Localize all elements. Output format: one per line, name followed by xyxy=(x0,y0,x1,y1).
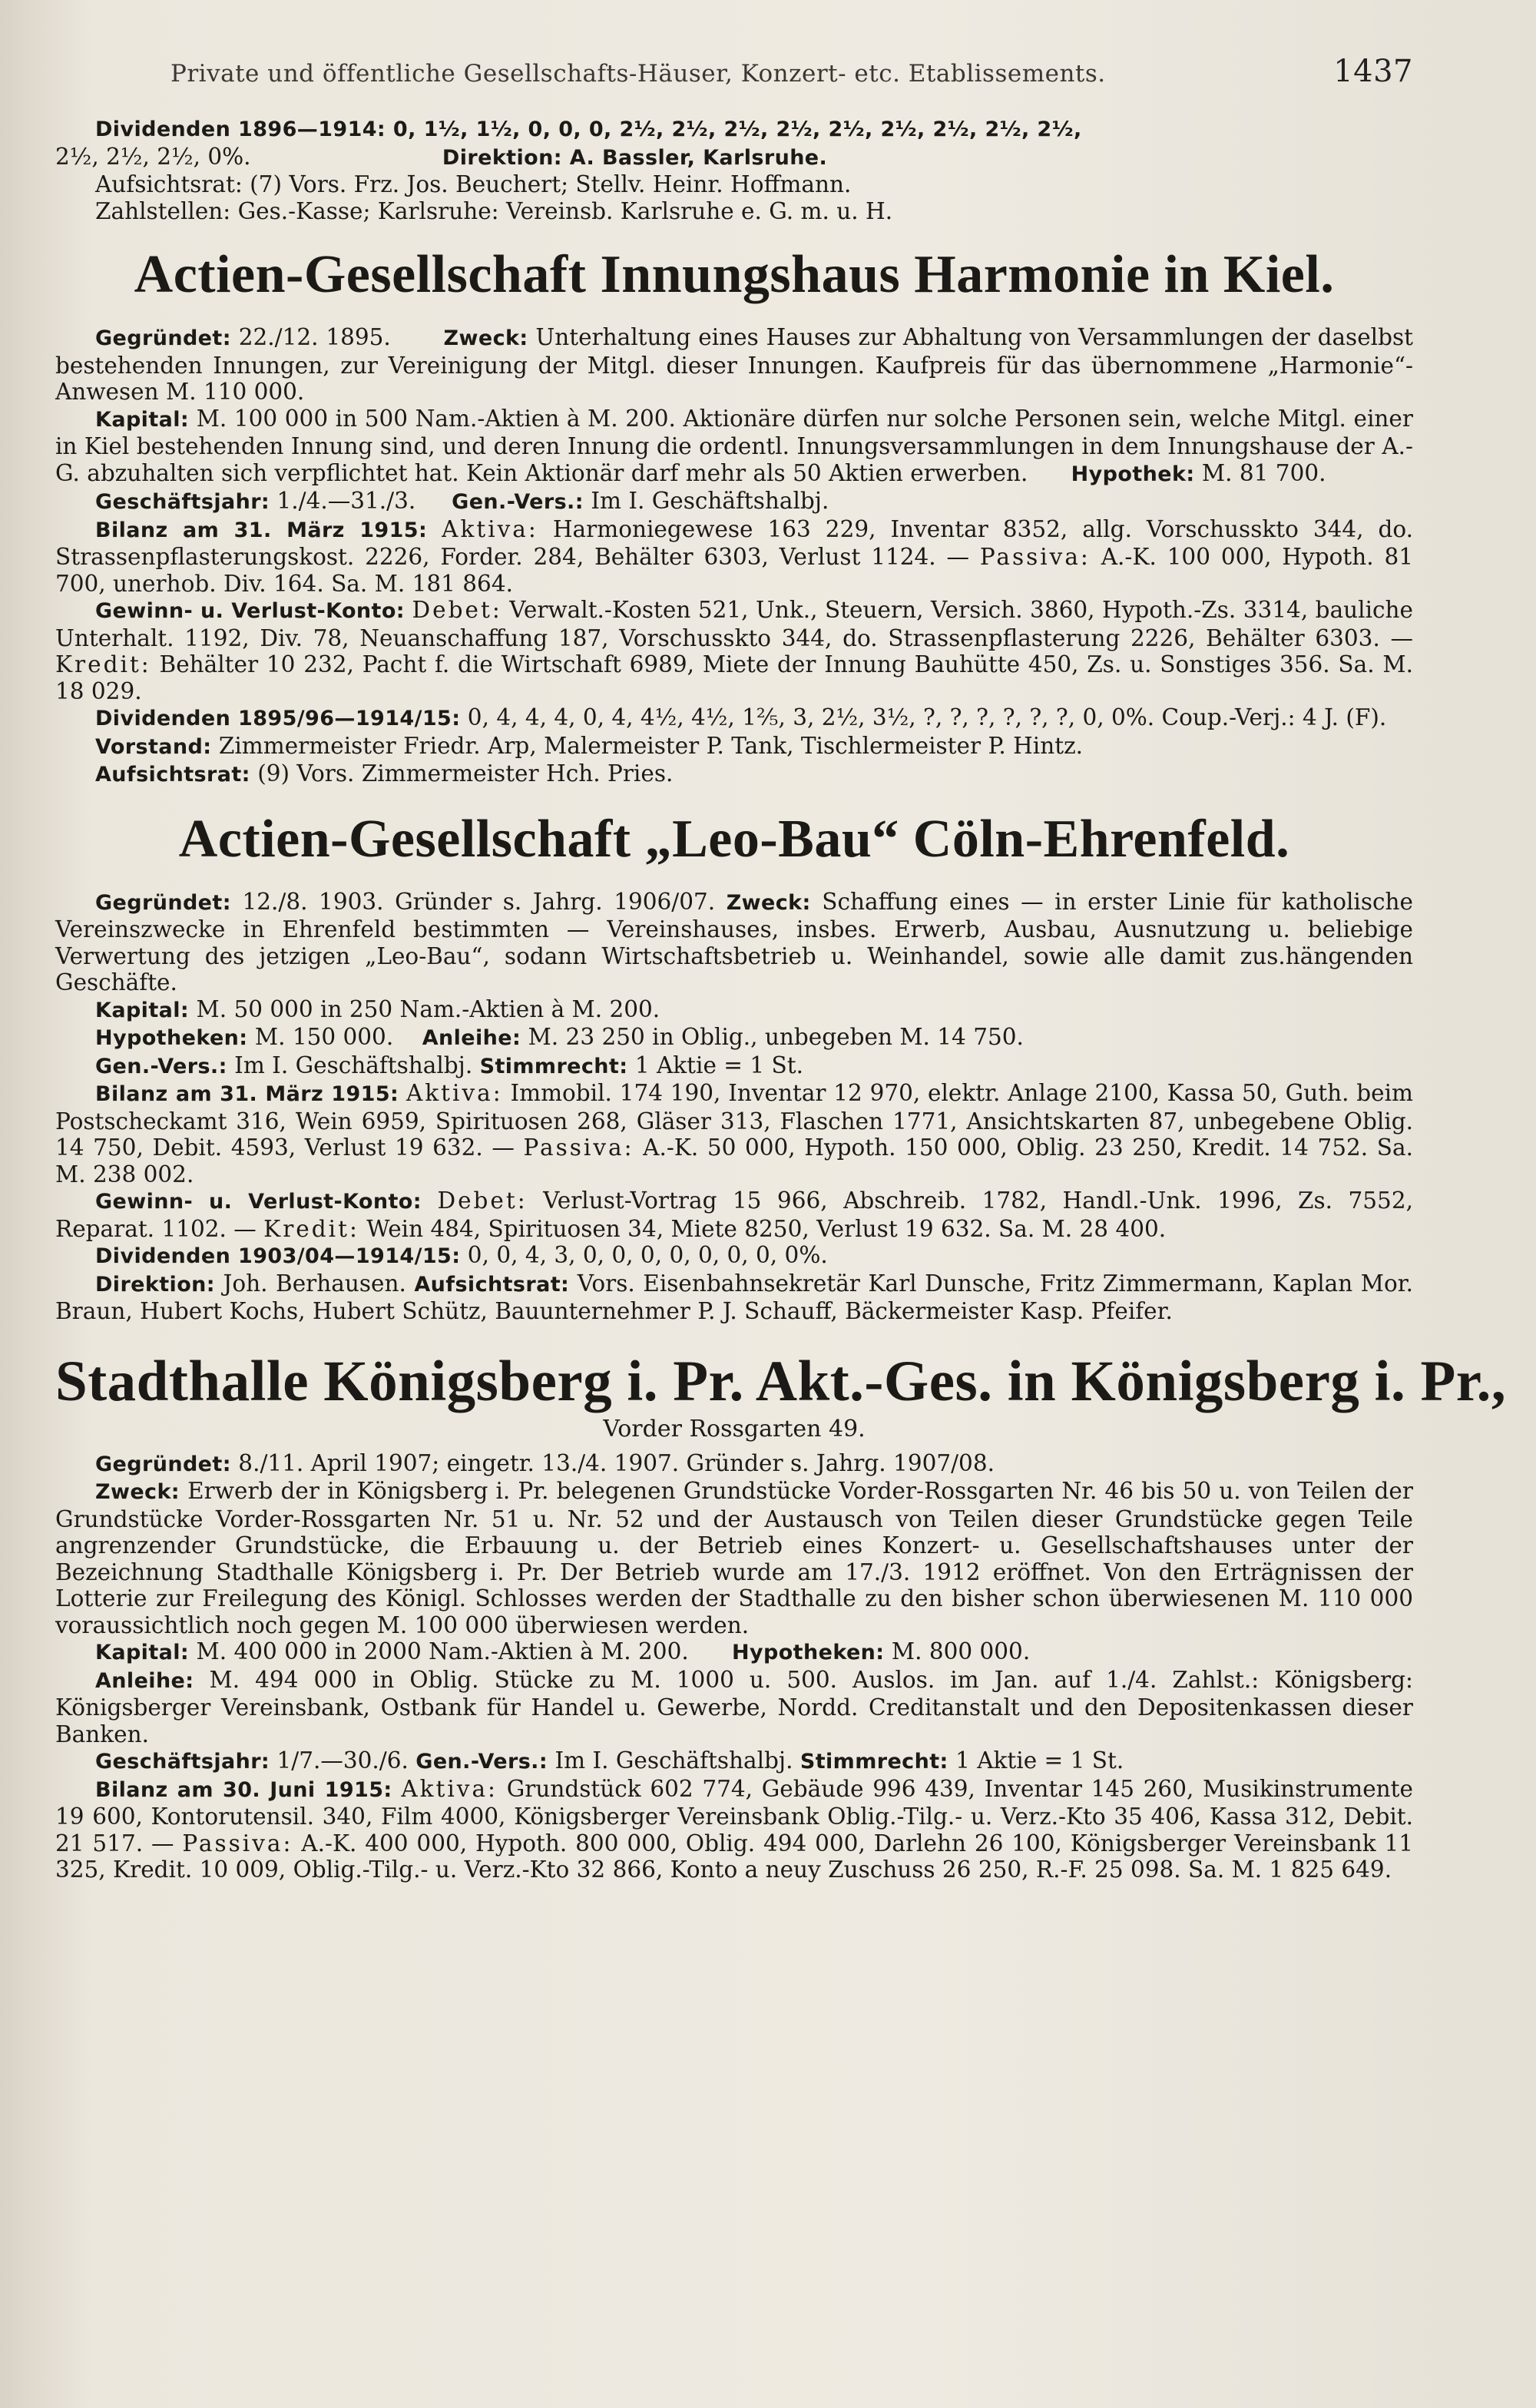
leo-aktiva: Immobil. 174 190, Inventar 12 970, elektr. Anlage 2100, Kassa 50, Guth. beim Postscheckamt 316, Wein 6959, Spirituosen 268, Gläser 313, Flaschen 1771, Ansichtskarten 87, unbegebene Oblig. 14 750, Debit. 4593, Verlust 19 632. — xyxy=(55,1080,1413,1161)
sh-bilanz-label: Bilanz am 30. Juni 1915: xyxy=(95,1777,392,1802)
leo-kredit: Wein 484, Spirituosen 34, Miete 8250, Verlust 19 632. Sa. M. 28 400. xyxy=(366,1215,1167,1242)
leo-debet-label: Debet: xyxy=(437,1187,528,1214)
leo-direktion-label: Direktion: xyxy=(95,1272,215,1297)
sh-kapital: M. 400 000 in 2000 Nam.-Aktien à M. 200. xyxy=(196,1638,689,1664)
sh-kapital-label: Kapital: xyxy=(95,1641,190,1664)
kiel-guv-label: Gewinn- u. Verlust-Konto: xyxy=(95,599,406,623)
leo-passiva: A.-K. 50 000, Hypoth. 150 000, Oblig. 23 250, Kredit. 14 752. Sa. M. 238 002. xyxy=(55,1134,1413,1187)
sh-anleihe-label: Anleihe: xyxy=(95,1668,194,1693)
leo-kapital: M. 50 000 in 250 Nam.-Aktien à M. 200. xyxy=(196,995,660,1022)
prev-dividends: Dividenden 1896—1914: 0, 1½, 1½, 0, 0, 0, 2½, 2½, 2½, 2½, 2½, 2½, 2½, 2½, 2½, xyxy=(95,118,1082,141)
kiel-ar-label: Aufsichtsrat: xyxy=(95,763,250,787)
leo-guv-label: Gewinn- u. Verlust-Konto: xyxy=(95,1190,422,1214)
sh-hyp-label: Hypotheken: xyxy=(732,1641,885,1664)
kiel-aktiva: Harmoniegewese 163 229, Inventar 8352, allg. Vorschusskto 344, do. Strassenpflasterungskost. 2226, Forder. 284, Behälter 6303, Verlust 1124. — xyxy=(55,515,1413,570)
kiel-ar: (9) Vors. Zimmermeister Hch. Pries. xyxy=(257,760,674,787)
kiel-debet-label: Debet: xyxy=(412,597,502,623)
kiel-entry xyxy=(55,324,1413,789)
leo-bilanz-label: Bilanz am 31. März 1915: xyxy=(95,1082,399,1106)
sh-gj: 1/7.—30./6. xyxy=(276,1747,409,1774)
leo-div-label: Dividenden 1903/04—1914/15: xyxy=(95,1244,461,1268)
previous-entry xyxy=(55,115,1413,224)
kiel-gj: 1./4.—31./3. xyxy=(276,488,416,514)
kiel-bilanz-label: Bilanz am 31. März 1915: xyxy=(95,518,428,542)
kiel-hypothek: M. 81 700. xyxy=(1201,459,1326,486)
sh-gv-label: Gen.-Vers.: xyxy=(415,1750,548,1774)
leo-gegruendet-label: Gegründet: xyxy=(95,890,231,915)
kiel-passiva: A.-K. 100 000, Hypoth. 81 700, unerhob. Div. 164. Sa. M. 181 864. xyxy=(55,544,1413,597)
sh-passiva: A.-K. 400 000, Hypoth. 800 000, Oblig. 494 000, Darlehn 26 100, Königsberger Vereinsbank 11 325, Kredit. 10 009, Oblig.-Tilg.- u. Verz.-Kto 32 866, Konto a neuy Zuschuss 26 250, R.-F. 25 098. Sa. M. 1 825 649. xyxy=(55,1830,1413,1883)
kiel-gv-label: Gen.-Vers.: xyxy=(452,490,584,514)
leo-kredit-label: Kredit: xyxy=(263,1215,359,1242)
kiel-debet: Verwalt.-Kosten 521, Unk., Steuern, Versich. 3860, Hypoth.-Zs. 3314, bauliche Unterhalt. 1192, Div. 78, Neuanschaffung 187, Vorschusskto 344, do. Strassenpflasterung 2226, Behälter 6303. — xyxy=(55,597,1413,651)
kiel-vorstand: Zimmermeister Friedr. Arp, Malermeister P. Tank, Tischlermeister P. Hintz. xyxy=(218,732,1084,759)
kiel-div-label: Dividenden 1895/96—1914/15: xyxy=(95,707,461,730)
sh-zweck: Erwerb der in Königsberg i. Pr. belegenen Grundstücke Vorder-Rossgarten Nr. 46 bis 50 u. von Teilen der Grundstücke Vorder-Rossgarten Nr. 51 u. Nr. 52 und der Austausch von Teilen dieser Grundstücke gegen Teile angrenzender Grundstücke, die Erbauung u. der Betrieb eines Konzert- u. Gesellschaftshauses unter der Bezeichnung Stadthalle Königsberg i. Pr. Der Betrieb wurde am 17./3. 1912 eröffnet. Von den Erträgnissen der Lotterie zur Freilegung des Königl. Schlosses werden der Stadthalle zu den bisher schon überwiesenen M. 110 000 voraussichtlich noch gegen M. 100 000 überwiesen werden. xyxy=(55,1478,1413,1638)
kiel-vorstand-label: Vorstand: xyxy=(95,734,212,759)
leo-zweck: Schaffung eines — in erster Linie für katholische Vereinszwecke in Ehrenfeld bestimmten — Vereinshauses, insbes. Erwerb, Ausbau, Ausnutzung u. beliebige Verwertung des jetzigen „Leo-Bau“, sodann Wirtschaftsbetrieb u. Weinhandel, sowie alle damit zus.hängenden Geschäfte. xyxy=(55,888,1413,995)
leo-gv: Im I. Geschäftshalbj. xyxy=(234,1052,473,1078)
leo-gegruendet: 12./8. 1903. Gründer s. Jahrg. 1906/07. xyxy=(242,888,716,915)
kiel-kredit-label: Kredit: xyxy=(55,651,151,677)
kiel-aktiva-label: Aktiva: xyxy=(442,515,538,542)
running-title: Private und öffentliche Gesellschafts-Häuser, Konzert- etc. Etablissements. xyxy=(170,60,1106,88)
sh-passiva-label: Passiva: xyxy=(182,1830,293,1857)
sh-gj-label: Geschäftsjahr: xyxy=(95,1750,270,1774)
sh-gegruendet-label: Gegründet: xyxy=(95,1452,231,1476)
prev-dividends-cont: 2½, 2½, 2½, 0%. xyxy=(55,143,251,170)
leo-stimm-label: Stimmrecht: xyxy=(479,1054,628,1078)
leo-zweck-label: Zweck: xyxy=(726,890,811,915)
kiel-gegruendet-label: Gegründet: xyxy=(95,326,231,350)
leo-passiva-label: Passiva: xyxy=(523,1134,634,1161)
leo-aktiva-label: Aktiva: xyxy=(406,1080,503,1106)
kiel-zweck: Unterhaltung eines Hauses zur Abhaltung von Versammlungen der daselbst bestehenden Innungen, zur Vereinigung der Mitgl. dieser Innungen. Kaufpreis für das übernommene „Harmonie“-Anwesen M. 110 000. xyxy=(55,324,1413,405)
kiel-kapital: M. 100 000 in 500 Nam.-Aktien à M. 200. Aktionäre dürfen nur solche Personen sein, welche Mitgl. einer in Kiel bestehenden Innung sind, und deren Innung die ordentl. Innungsversammlungen in dem Innungshause der A.-G. abzuhalten sich verpflichtet hat. Kein Aktionär darf mehr als 50 Aktien erwerben. xyxy=(55,405,1413,486)
stadthalle-title: Stadthalle Königsberg i. Pr. Akt.-Ges. in Königsberg i. Pr., xyxy=(55,1349,1507,1413)
prev-direktion: Direktion: A. Bassler, Karlsruhe. xyxy=(442,145,828,170)
leo-debet: Verlust-Vortrag 15 966, Abschreib. 1782, Handl.-Unk. 1996, Zs. 7552, Reparat. 1102. — xyxy=(55,1187,1413,1242)
leo-title: Actien-Gesellschaft „Leo-Bau“ Cöln-Ehrenfeld. xyxy=(178,809,1290,869)
leo-hyp: M. 150 000. xyxy=(254,1024,394,1050)
leo-stimm: 1 Aktie = 1 St. xyxy=(634,1052,803,1078)
sh-aktiva-label: Aktiva: xyxy=(401,1775,498,1802)
prev-zahlstellen: Zahlstellen: Ges.-Kasse; Karlsruhe: Vereinsb. Karlsruhe e. G. m. u. H. xyxy=(95,197,893,224)
sh-anleihe: M. 494 000 in Oblig. Stücke zu M. 1000 u. 500. Auslos. im Jan. auf 1./4. Zahlst.: Königsberg: Königsberger Vereinsbank, Ostbank für Handel u. Gewerbe, Nordd. Creditanstalt und den Depositenkassen dieser Banken. xyxy=(55,1666,1413,1747)
sh-stimm: 1 Aktie = 1 St. xyxy=(955,1747,1124,1774)
leo-entry xyxy=(55,889,1413,1325)
sh-gegruendet: 8./11. April 1907; eingetr. 13./4. 1907. Gründer s. Jahrg. 1907/08. xyxy=(238,1449,995,1476)
kiel-gj-label: Geschäftsjahr: xyxy=(95,490,270,514)
leo-direktion: Joh. Berhausen. xyxy=(223,1270,406,1297)
kiel-div: 0, 4, 4, 4, 0, 4, 4½, 4½, 1⅖, 3, 2½, 3½, ?, ?, ?, ?, ?, ?, 0, 0%. Coup.-Verj.: 4 J. (F). xyxy=(467,704,1387,730)
sh-aktiva: Grundstück 602 774, Gebäude 996 439, Inventar 145 260, Musikinstrumente 19 600, Kontorutensil. 340, Film 4000, Königsberger Vereinsbank Oblig.-Tilg.- u. Verz.-Kto 35 406, Kassa 312, Debit. 21 517. — xyxy=(55,1775,1413,1857)
stadthalle-entry xyxy=(55,1450,1413,1883)
kiel-title: Actien-Gesellschaft Innungshaus Harmonie in Kiel. xyxy=(134,245,1335,304)
kiel-passiva-label: Passiva: xyxy=(979,544,1091,570)
sh-gv: Im I. Geschäftshalbj. xyxy=(554,1747,793,1774)
leo-anleihe-label: Anleihe: xyxy=(422,1026,521,1050)
leo-gv-label: Gen.-Vers.: xyxy=(95,1054,227,1078)
leo-ar: Vors. Eisenbahnsekretär Karl Dunsche, Fritz Zimmermann, Kaplan Mor. Braun, Hubert Kochs, Hubert Schütz, Bauunternehmer P. J. Schauff, Bäckermeister Kasp. Pfeifer. xyxy=(55,1270,1413,1324)
kiel-zweck-label: Zweck: xyxy=(443,326,528,350)
leo-kapital-label: Kapital: xyxy=(95,998,190,1022)
sh-stimm-label: Stimmrecht: xyxy=(799,1750,948,1774)
sh-hyp: M. 800 000. xyxy=(891,1638,1031,1664)
kiel-gegruendet: 22./12. 1895. xyxy=(238,324,391,350)
prev-aufsichtsrat: Aufsichtsrat: (7) Vors. Frz. Jos. Beuchert; Stellv. Heinr. Hoffmann. xyxy=(95,171,852,197)
leo-anleihe: M. 23 250 in Oblig., unbegeben M. 14 750. xyxy=(528,1024,1024,1050)
page-number: 1437 xyxy=(1333,54,1413,89)
kiel-hypothek-label: Hypothek: xyxy=(1071,462,1195,486)
leo-hyp-label: Hypotheken: xyxy=(95,1026,248,1050)
running-header xyxy=(55,54,1413,89)
kiel-gv: Im I. Geschäftshalbj. xyxy=(591,488,829,514)
stadthalle-address: Vorder Rossgarten 49. xyxy=(603,1415,866,1442)
kiel-kapital-label: Kapital: xyxy=(95,407,190,432)
leo-div: 0, 0, 4, 3, 0, 0, 0, 0, 0, 0, 0, 0%. xyxy=(467,1242,828,1268)
kiel-kredit: Behälter 10 232, Pacht f. die Wirtschaft 6989, Miete der Innung Bauhütte 450, Zs. u. Sonstiges 356. Sa. M. 18 029. xyxy=(55,651,1413,704)
leo-ar-label: Aufsichtsrat: xyxy=(414,1272,570,1297)
sh-zweck-label: Zweck: xyxy=(95,1480,180,1504)
